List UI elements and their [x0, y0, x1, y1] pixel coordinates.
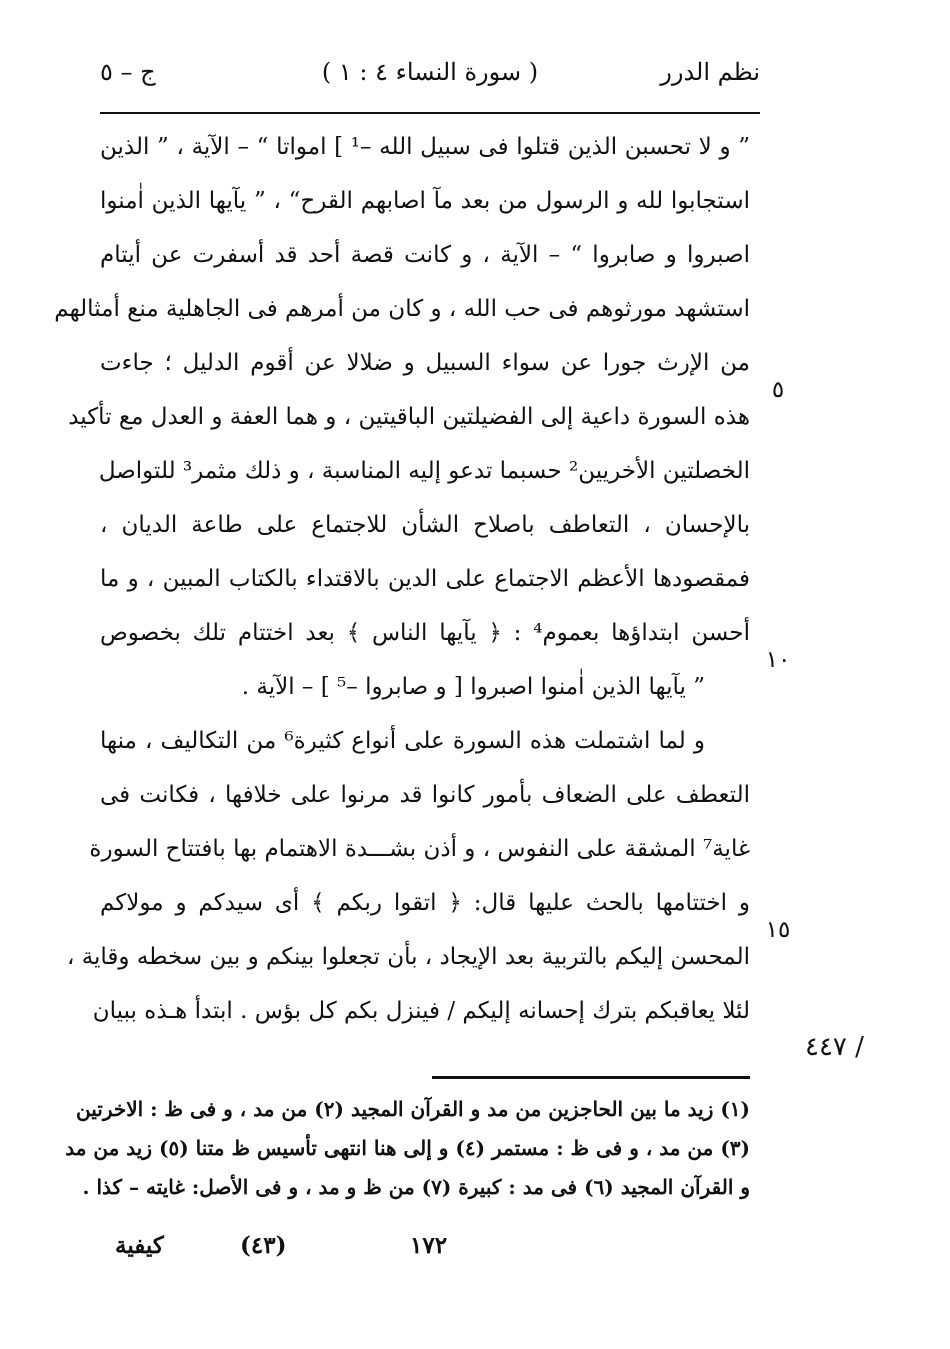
text-line: أحسن ابتداؤها بعموم⁴ : ﴿ يآيها الناس ﴾ بعد اختتام تلك بخصوص [100, 620, 750, 646]
footnote-line: و القرآن المجيد (٦) فی مد : كبيرة (٧) من ظ و مد ، و فی الأصل: غايته – كذا . [82, 1175, 750, 1199]
text-line: و لما اشتملت هذه السورة علی أنواع كثيرة⁶ من التكاليف ، منها [100, 728, 705, 754]
text-line: استشهد مورثوهم فی حب الله ، و كان من أمرهم فی الجاهلية منع أمثالهم [54, 296, 750, 322]
text-line: ” يآيها الذين اٰمنوا اصبروا [ و صابروا –⁵ ] – الآية . [241, 674, 705, 700]
footnote-line: (١) زيد ما بين الحاجزين من مد و القرآن المجيد (٢) من مد ، و فی ظ : الاخرتين [76, 1097, 750, 1121]
text-line: التعطف علی الضعاف بأمور كانوا قد مرنوا علی خلافها ، فكانت فی [100, 782, 750, 808]
page-footer [100, 1232, 760, 1272]
body-text [54, 120, 791, 1038]
footnotes [65, 1090, 750, 1207]
footnote-rule [432, 1076, 750, 1079]
volume-mark: (٤٣) [240, 1232, 287, 1259]
text-line: هذه السورة داعية إلی الفضيلتين الباقيتين ، و هما العفة و العدل مع تأكيد [68, 404, 750, 430]
text-line: المحسن إليكم بالتربية بعد الإيجاد ، بأن تجعلوا بينكم و بين سخطه وقاية ، [66, 944, 750, 970]
book-title: نظم الدرر [660, 58, 760, 86]
text-line: لئلا يعاقبكم بترك إحسانه إليكم / فينزل بكم كل بؤس . ابتدأ هـذه ببيان [92, 998, 750, 1024]
text-line: اصبروا و صابروا “ – الآية ، و كانت قصة أحد قد أسفرت عن أيتام [100, 242, 750, 268]
page-number: ١٧٢ [410, 1232, 448, 1259]
line-number-15: ١٥ [765, 917, 791, 943]
volume-number: ج – ٥ [100, 58, 156, 86]
text-line: ” و لا تحسبن الذين قتلوا فی سبيل الله –¹ ] امواتا “ – الآية ، ” الذين [100, 134, 750, 160]
line-number-10: ١٠ [765, 647, 791, 673]
surah-reference: ( سورة النساء ٤ : ١ ) [321, 58, 539, 86]
text-line: الخصلتين الأخريين² حسبما تدعو إليه المناسبة ، و ذلك مثمر³ للتواصل [98, 458, 750, 484]
line-number-5: ٥ [771, 377, 785, 403]
text-line: فمقصودها الأعظم الاجتماع علی الدين بالاقتداء بالكتاب المبين ، و ما [100, 566, 750, 592]
margin-page-marker: / ٤٤٧ [805, 1032, 864, 1062]
footnote-line: (٣) من مد ، و فی ظ : مستمر (٤) و إلی هنا انتهی تأسيس ظ متنا (٥) زيد من مد [65, 1136, 750, 1160]
text-line: من الإرث جورا عن سواء السبيل و ضلالا عن أقوم الدليل ؛ جاءت [100, 350, 750, 376]
text-line: غاية⁷ المشقة علی النفوس ، و أذن بشـــدة الاهتمام بها بافتتاح السورة [89, 836, 750, 862]
text-line: استجابوا لله و الرسول من بعد مآ اصابهم القرح“ ، ” يآيها الذين اٰمنوا [100, 188, 750, 214]
text-line: و اختتامها بالحث عليها قال: ﴿ اتقوا ربكم ﴾ أی سيدكم و مولاكم [100, 890, 750, 916]
header-rule [100, 112, 760, 114]
catchword: كيفية [115, 1232, 164, 1259]
text-line: بالإحسان ، التعاطف باصلاح الشأن للاجتماع علی طاعة الديان ، [100, 512, 750, 538]
page-header [100, 58, 760, 98]
